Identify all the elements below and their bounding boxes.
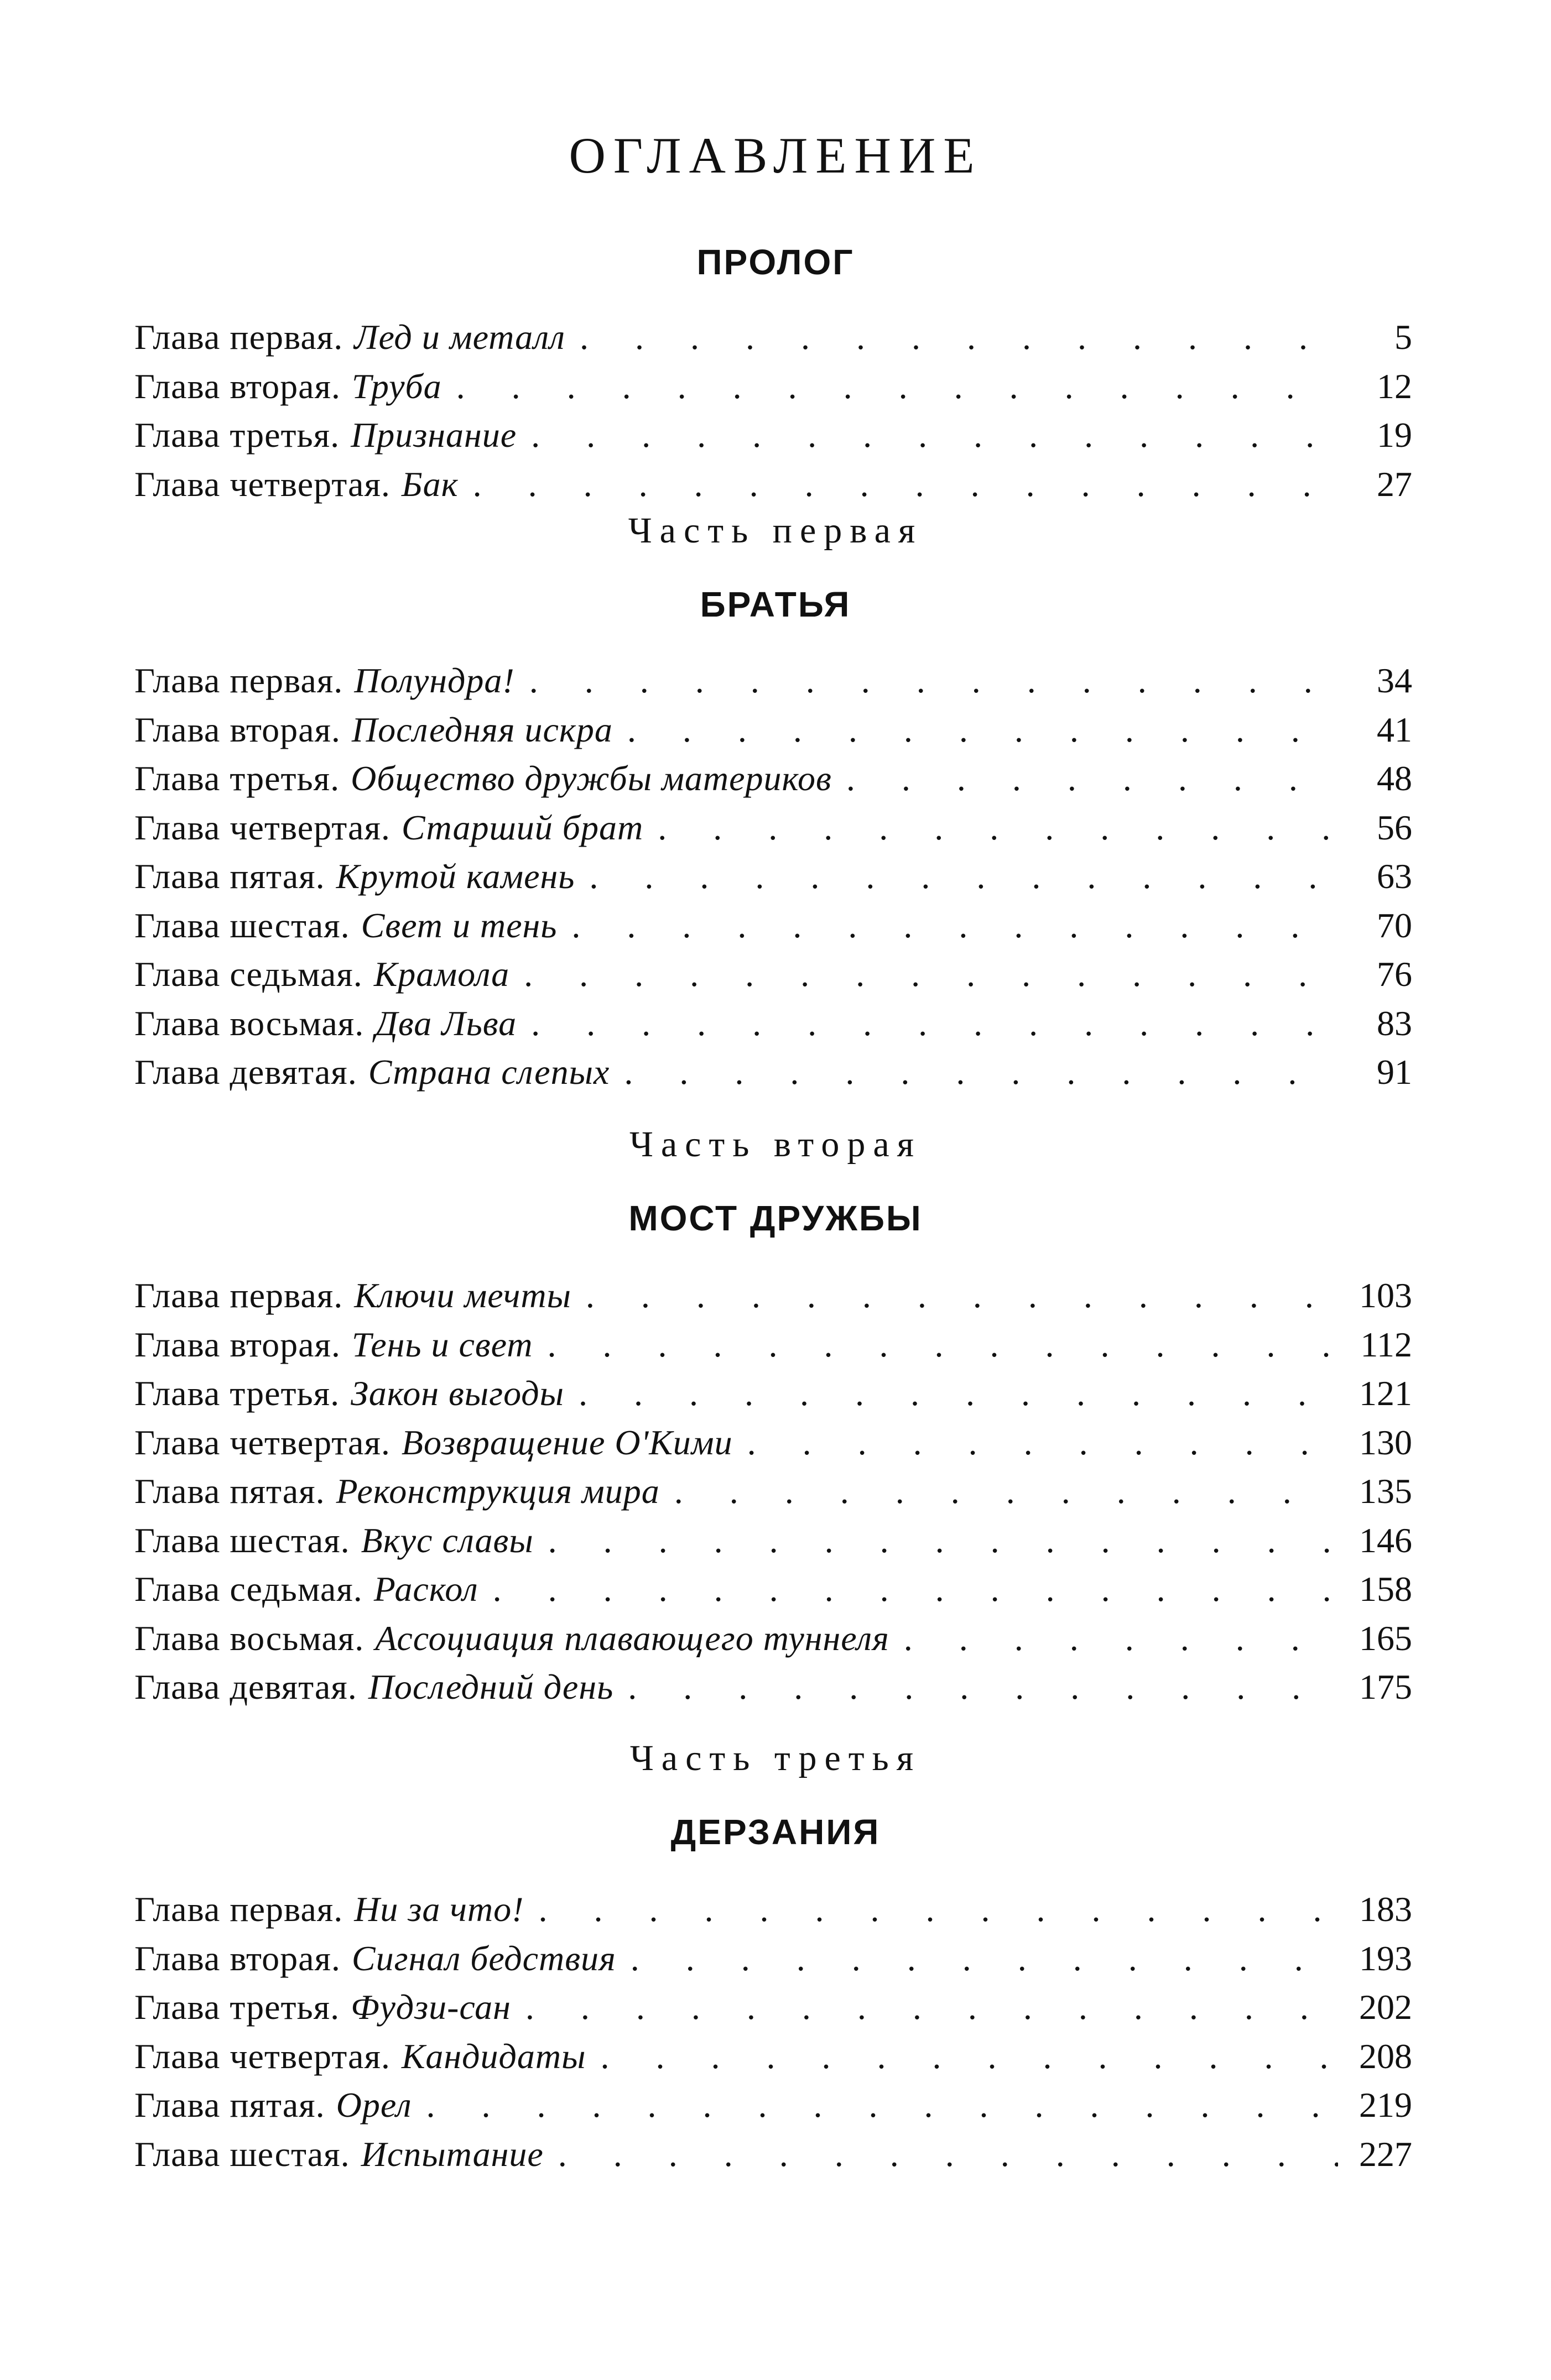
page-number: 12: [1377, 366, 1412, 406]
section-part-two: [0, 1120, 1551, 1712]
toc-entry[interactable]: [134, 1369, 1412, 1418]
toc-entry[interactable]: [134, 706, 1412, 755]
chapter-label: Глава шестая.: [134, 905, 350, 945]
page-number: 63: [1377, 857, 1412, 896]
chapter-label: Глава седьмая.: [134, 954, 363, 994]
page-number: 165: [1359, 1618, 1412, 1658]
chapter-title: Вкус славы: [361, 1520, 534, 1560]
toc-entry[interactable]: [134, 1048, 1412, 1097]
page-number: 91: [1377, 1052, 1412, 1092]
dot-leader: [589, 852, 1338, 901]
chapter-title: Два Льва: [375, 1003, 517, 1043]
dot-leader: [571, 901, 1338, 950]
chapter-title: Полундра!: [354, 661, 515, 700]
chapter-label: Глава восьмая.: [134, 1003, 365, 1043]
toc-entry[interactable]: [134, 754, 1412, 803]
toc-entry[interactable]: [134, 1663, 1412, 1712]
chapter-title: Бак: [401, 464, 459, 504]
toc-entry[interactable]: [134, 1418, 1412, 1468]
chapter-label: Глава пятая.: [134, 857, 325, 896]
dot-leader: [600, 2032, 1338, 2081]
dot-leader: [579, 1369, 1338, 1418]
chapter-title: Последний день: [368, 1667, 614, 1706]
section-part-three: [0, 1734, 1551, 2179]
section-part-one: [0, 506, 1551, 1097]
dot-leader: [547, 1321, 1338, 1369]
toc-entry[interactable]: [134, 313, 1412, 362]
part-label: Часть первая: [628, 510, 923, 551]
chapter-label: Глава пятая.: [134, 1471, 325, 1511]
chapter-title: Признание: [351, 415, 517, 455]
chapter-title: Реконструкция мира: [336, 1471, 660, 1511]
dot-leader: [531, 999, 1338, 1048]
dot-leader: [631, 1934, 1338, 1983]
toc-entry[interactable]: [134, 1321, 1412, 1370]
chapter-label: Глава шестая.: [134, 1520, 350, 1560]
toc-entry[interactable]: [134, 901, 1412, 951]
toc-entry[interactable]: [134, 999, 1412, 1048]
chapter-label: Глава третья.: [134, 1987, 340, 2027]
page-number: 227: [1359, 2134, 1412, 2174]
section-title: БРАТЬЯ: [700, 584, 851, 624]
chapter-title: Ни за что!: [354, 1890, 524, 1929]
page-number: 27: [1377, 464, 1412, 504]
section-title: ПРОЛОГ: [696, 242, 855, 282]
chapter-title: Тень и свет: [351, 1324, 533, 1364]
page-number: 130: [1359, 1422, 1412, 1462]
toc-entry[interactable]: [134, 1467, 1412, 1516]
chapter-title: Крутой камень: [336, 857, 575, 896]
page-number: 193: [1359, 1938, 1412, 1978]
chapter-title: Кандидаты: [401, 2036, 586, 2076]
chapter-title: Фудзи-сан: [351, 1987, 511, 2027]
dot-leader: [586, 1271, 1338, 1320]
chapter-label: Глава вторая.: [134, 1324, 341, 1364]
dot-leader: [747, 1418, 1338, 1467]
page-number: 70: [1377, 905, 1412, 945]
dot-leader: [580, 313, 1338, 362]
chapter-label: Глава девятая.: [134, 1052, 357, 1092]
page-number: 135: [1359, 1471, 1412, 1511]
chapter-list: [0, 1271, 1551, 1712]
chapter-title: Раскол: [373, 1569, 478, 1609]
chapter-label: Глава восьмая.: [134, 1618, 365, 1658]
page-number: 103: [1359, 1276, 1412, 1315]
chapter-label: Глава первая.: [134, 661, 343, 700]
dot-leader: [628, 1663, 1338, 1711]
toc-entry[interactable]: [134, 656, 1412, 706]
chapter-title: Сигнал бедствия: [351, 1938, 616, 1978]
dot-leader: [624, 1048, 1338, 1097]
dot-leader: [525, 1983, 1338, 2032]
chapter-label: Глава пятая.: [134, 2085, 325, 2125]
chapter-label: Глава шестая.: [134, 2134, 350, 2174]
chapter-label: Глава седьмая.: [134, 1569, 363, 1609]
section-prologue: [0, 234, 1551, 509]
toc-entry[interactable]: [134, 411, 1412, 460]
section-title: ДЕРЗАНИЯ: [670, 1812, 881, 1852]
page-number: 56: [1377, 807, 1412, 847]
toc-entry[interactable]: [134, 1271, 1412, 1321]
toc-entry[interactable]: [134, 2032, 1412, 2081]
toc-entry[interactable]: [134, 1885, 1412, 1934]
dot-leader: [846, 754, 1338, 803]
chapter-title: Труба: [351, 366, 442, 406]
page-number: 5: [1394, 317, 1412, 357]
toc-entry[interactable]: [134, 852, 1412, 901]
chapter-title: Лед и металл: [354, 317, 565, 357]
section-title: МОСТ ДРУЖБЫ: [628, 1198, 923, 1238]
chapter-title: Старший брат: [401, 807, 644, 847]
toc-entry[interactable]: [134, 950, 1412, 999]
dot-leader: [426, 2081, 1338, 2130]
page-title: ОГЛАВЛЕНИЕ: [569, 127, 982, 184]
chapter-title: Ассоциация плавающего туннеля: [375, 1618, 889, 1658]
chapter-label: Глава вторая.: [134, 1938, 341, 1978]
chapter-label: Глава третья.: [134, 759, 340, 798]
chapter-label: Глава первая.: [134, 1890, 343, 1929]
page-number: 48: [1377, 759, 1412, 798]
chapter-label: Глава вторая.: [134, 709, 341, 749]
chapter-label: Глава первая.: [134, 317, 343, 357]
page-number: 219: [1359, 2085, 1412, 2125]
page-number: 202: [1359, 1987, 1412, 2027]
chapter-label: Глава четвертая.: [134, 2036, 391, 2076]
page-number: 183: [1359, 1890, 1412, 1929]
page-number: 158: [1359, 1569, 1412, 1609]
page-number: 19: [1377, 415, 1412, 455]
chapter-title: Общество дружбы материков: [351, 759, 832, 798]
toc-entry[interactable]: [134, 1516, 1412, 1565]
part-label: Часть вторая: [629, 1124, 922, 1165]
chapter-title: Страна слепых: [368, 1052, 610, 1092]
chapter-label: Глава четвертая.: [134, 1422, 391, 1462]
chapter-label: Глава четвертая.: [134, 464, 391, 504]
page-number: 76: [1377, 954, 1412, 994]
chapter-title: Закон выгоды: [351, 1374, 564, 1413]
toc-entry[interactable]: [134, 362, 1412, 411]
toc-entry[interactable]: [134, 1934, 1412, 1984]
page-number: 34: [1377, 661, 1412, 700]
dot-leader: [524, 950, 1338, 999]
toc-entry[interactable]: [134, 1614, 1412, 1663]
toc-entry[interactable]: [134, 2081, 1412, 2130]
chapter-title: Испытание: [361, 2134, 544, 2174]
chapter-label: Глава вторая.: [134, 366, 341, 406]
dot-leader: [548, 1516, 1338, 1565]
page-number: 175: [1359, 1667, 1412, 1706]
toc-entry[interactable]: [134, 803, 1412, 853]
chapter-list: [0, 656, 1551, 1097]
dot-leader: [627, 706, 1338, 754]
page-number: 112: [1360, 1324, 1412, 1364]
page-number: 121: [1359, 1374, 1412, 1413]
toc-entry[interactable]: [134, 460, 1412, 509]
page-number: 83: [1377, 1003, 1412, 1043]
dot-leader: [538, 1885, 1338, 1934]
chapter-list: [0, 313, 1551, 509]
page-number: 146: [1359, 1520, 1412, 1560]
dot-leader: [904, 1614, 1338, 1663]
chapter-title: Возвращение О'Кими: [401, 1422, 733, 1462]
dot-leader: [456, 362, 1338, 411]
chapter-label: Глава третья.: [134, 1374, 340, 1413]
dot-leader: [531, 411, 1338, 460]
toc-entry[interactable]: [134, 1565, 1412, 1614]
chapter-label: Глава третья.: [134, 415, 340, 455]
part-label: Часть третья: [629, 1738, 922, 1778]
page-number: 208: [1359, 2036, 1412, 2076]
chapter-list: [0, 1885, 1551, 2179]
dot-leader: [658, 803, 1338, 852]
chapter-title: Орел: [336, 2085, 412, 2125]
chapter-label: Глава четвертая.: [134, 807, 391, 847]
dot-leader: [473, 460, 1338, 509]
chapter-label: Глава первая.: [134, 1276, 343, 1315]
dot-leader: [674, 1467, 1338, 1516]
toc-entry[interactable]: [134, 2130, 1412, 2179]
chapter-label: Глава девятая.: [134, 1667, 357, 1706]
dot-leader: [493, 1565, 1338, 1614]
chapter-title: Свет и тень: [361, 905, 558, 945]
dot-leader: [529, 656, 1338, 705]
chapter-title: Ключи мечты: [354, 1276, 571, 1315]
toc-entry[interactable]: [134, 1983, 1412, 2032]
dot-leader: [558, 2130, 1338, 2179]
page-number: 41: [1377, 709, 1412, 749]
chapter-title: Последняя искра: [351, 709, 613, 749]
chapter-title: Крамола: [373, 954, 510, 994]
